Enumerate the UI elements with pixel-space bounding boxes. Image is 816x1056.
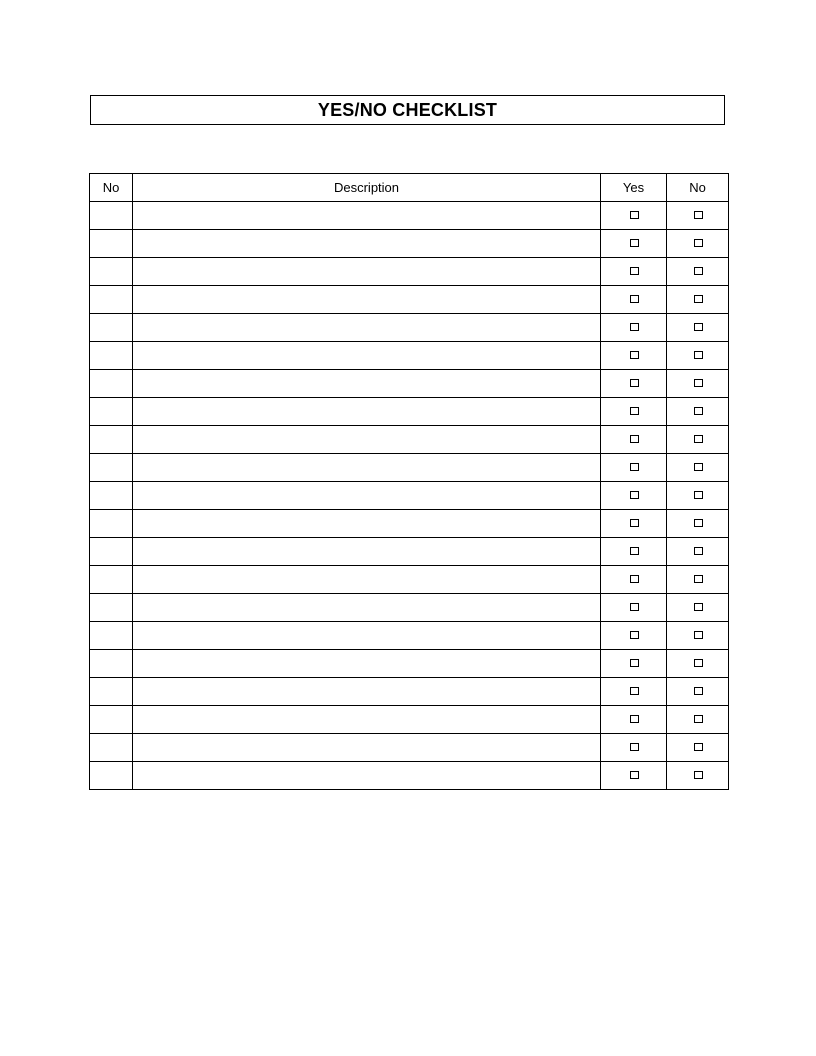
row-yes-cell <box>601 230 667 258</box>
header-yes: Yes <box>601 174 667 202</box>
row-number-cell[interactable] <box>90 566 133 594</box>
no-checkbox-icon[interactable] <box>694 575 703 583</box>
row-yes-cell <box>601 286 667 314</box>
row-yes-cell <box>601 370 667 398</box>
row-description-cell[interactable] <box>133 286 601 314</box>
row-no-cell <box>667 370 729 398</box>
table-row <box>90 622 729 650</box>
no-checkbox-icon[interactable] <box>694 631 703 639</box>
no-checkbox-icon[interactable] <box>694 351 703 359</box>
checklist-table <box>89 173 729 790</box>
row-description-cell[interactable] <box>133 678 601 706</box>
row-no-cell <box>667 510 729 538</box>
row-no-cell <box>667 482 729 510</box>
table-row <box>90 230 729 258</box>
row-no-cell <box>667 566 729 594</box>
row-description-cell[interactable] <box>133 426 601 454</box>
row-description-cell[interactable] <box>133 398 601 426</box>
no-checkbox-icon[interactable] <box>694 771 703 779</box>
title-box <box>90 95 725 125</box>
row-number-cell[interactable] <box>90 370 133 398</box>
row-number-cell[interactable] <box>90 734 133 762</box>
row-number-cell[interactable] <box>90 622 133 650</box>
table-row <box>90 398 729 426</box>
no-checkbox-icon[interactable] <box>694 491 703 499</box>
row-description-cell[interactable] <box>133 622 601 650</box>
row-yes-cell <box>601 594 667 622</box>
row-description-cell[interactable] <box>133 762 601 790</box>
yes-checkbox-icon[interactable] <box>630 351 639 359</box>
row-number-cell[interactable] <box>90 762 133 790</box>
row-description-cell[interactable] <box>133 734 601 762</box>
no-checkbox-icon[interactable] <box>694 295 703 303</box>
row-number-cell[interactable] <box>90 258 133 286</box>
row-number-cell[interactable] <box>90 230 133 258</box>
row-no-cell <box>667 258 729 286</box>
table-row <box>90 482 729 510</box>
row-description-cell[interactable] <box>133 454 601 482</box>
table-row <box>90 566 729 594</box>
row-yes-cell <box>601 566 667 594</box>
yes-checkbox-icon[interactable] <box>630 491 639 499</box>
yes-checkbox-icon[interactable] <box>630 463 639 471</box>
table-row <box>90 762 729 790</box>
row-no-cell <box>667 650 729 678</box>
row-yes-cell <box>601 258 667 286</box>
yes-checkbox-icon[interactable] <box>630 323 639 331</box>
row-yes-cell <box>601 678 667 706</box>
table-row <box>90 454 729 482</box>
row-yes-cell <box>601 454 667 482</box>
row-no-cell <box>667 762 729 790</box>
row-no-cell <box>667 706 729 734</box>
table-row <box>90 650 729 678</box>
header-description: Description <box>133 174 601 202</box>
no-checkbox-icon[interactable] <box>694 379 703 387</box>
row-description-cell[interactable] <box>133 594 601 622</box>
row-number-cell[interactable] <box>90 286 133 314</box>
row-no-cell <box>667 286 729 314</box>
row-no-cell <box>667 342 729 370</box>
row-no-cell <box>667 314 729 342</box>
table-row <box>90 510 729 538</box>
yes-checkbox-icon[interactable] <box>630 659 639 667</box>
row-no-cell <box>667 538 729 566</box>
no-checkbox-icon[interactable] <box>694 323 703 331</box>
row-description-cell[interactable] <box>133 566 601 594</box>
row-number-cell[interactable] <box>90 342 133 370</box>
row-no-cell <box>667 622 729 650</box>
row-no-cell <box>667 454 729 482</box>
row-no-cell <box>667 678 729 706</box>
row-number-cell[interactable] <box>90 398 133 426</box>
table-row <box>90 370 729 398</box>
row-description-cell[interactable] <box>133 202 601 230</box>
row-number-cell[interactable] <box>90 678 133 706</box>
row-number-cell[interactable] <box>90 510 133 538</box>
row-description-cell[interactable] <box>133 706 601 734</box>
row-number-cell[interactable] <box>90 482 133 510</box>
row-yes-cell <box>601 650 667 678</box>
table-row <box>90 538 729 566</box>
row-no-cell <box>667 398 729 426</box>
row-yes-cell <box>601 482 667 510</box>
table-header-row <box>90 174 729 202</box>
no-checkbox-icon[interactable] <box>694 659 703 667</box>
checklist-body <box>90 202 729 790</box>
table-row <box>90 258 729 286</box>
yes-checkbox-icon[interactable] <box>630 211 639 219</box>
yes-checkbox-icon[interactable] <box>630 575 639 583</box>
row-number-cell[interactable] <box>90 202 133 230</box>
yes-checkbox-icon[interactable] <box>630 547 639 555</box>
row-description-cell[interactable] <box>133 482 601 510</box>
row-yes-cell <box>601 510 667 538</box>
yes-checkbox-icon[interactable] <box>630 435 639 443</box>
row-description-cell[interactable] <box>133 258 601 286</box>
row-number-cell[interactable] <box>90 706 133 734</box>
row-yes-cell <box>601 202 667 230</box>
row-description-cell[interactable] <box>133 510 601 538</box>
yes-checkbox-icon[interactable] <box>630 295 639 303</box>
no-checkbox-icon[interactable] <box>694 715 703 723</box>
row-no-cell <box>667 230 729 258</box>
no-checkbox-icon[interactable] <box>694 743 703 751</box>
table-row <box>90 202 729 230</box>
row-description-cell[interactable] <box>133 314 601 342</box>
row-number-cell[interactable] <box>90 454 133 482</box>
row-description-cell[interactable] <box>133 650 601 678</box>
document-title: YES/NO CHECKLIST <box>317 99 498 120</box>
row-yes-cell <box>601 314 667 342</box>
yes-checkbox-icon[interactable] <box>630 603 639 611</box>
yes-checkbox-icon[interactable] <box>630 771 639 779</box>
yes-checkbox-icon[interactable] <box>630 715 639 723</box>
row-yes-cell <box>601 538 667 566</box>
no-checkbox-icon[interactable] <box>694 603 703 611</box>
no-checkbox-icon[interactable] <box>694 267 703 275</box>
yes-checkbox-icon[interactable] <box>630 687 639 695</box>
yes-checkbox-icon[interactable] <box>630 631 639 639</box>
table-row <box>90 342 729 370</box>
row-no-cell <box>667 426 729 454</box>
yes-checkbox-icon[interactable] <box>630 379 639 387</box>
row-description-cell[interactable] <box>133 538 601 566</box>
no-checkbox-icon[interactable] <box>694 435 703 443</box>
row-number-cell[interactable] <box>90 538 133 566</box>
no-checkbox-icon[interactable] <box>694 519 703 527</box>
table-row <box>90 314 729 342</box>
row-no-cell <box>667 202 729 230</box>
row-number-cell[interactable] <box>90 426 133 454</box>
table-row <box>90 286 729 314</box>
row-number-cell[interactable] <box>90 314 133 342</box>
row-description-cell[interactable] <box>133 342 601 370</box>
yes-checkbox-icon[interactable] <box>630 239 639 247</box>
no-checkbox-icon[interactable] <box>694 239 703 247</box>
yes-checkbox-icon[interactable] <box>630 743 639 751</box>
row-yes-cell <box>601 706 667 734</box>
table-row <box>90 734 729 762</box>
yes-checkbox-icon[interactable] <box>630 267 639 275</box>
row-yes-cell <box>601 762 667 790</box>
header-no-answer: No <box>667 174 729 202</box>
table-row <box>90 594 729 622</box>
no-checkbox-icon[interactable] <box>694 547 703 555</box>
yes-checkbox-icon[interactable] <box>630 407 639 415</box>
row-number-cell[interactable] <box>90 594 133 622</box>
no-checkbox-icon[interactable] <box>694 407 703 415</box>
no-checkbox-icon[interactable] <box>694 211 703 219</box>
row-yes-cell <box>601 426 667 454</box>
row-no-cell <box>667 734 729 762</box>
row-description-cell[interactable] <box>133 230 601 258</box>
header-no: No <box>90 174 133 202</box>
no-checkbox-icon[interactable] <box>694 463 703 471</box>
row-number-cell[interactable] <box>90 650 133 678</box>
row-yes-cell <box>601 398 667 426</box>
row-no-cell <box>667 594 729 622</box>
table-row <box>90 706 729 734</box>
row-yes-cell <box>601 342 667 370</box>
row-yes-cell <box>601 734 667 762</box>
table-row <box>90 678 729 706</box>
row-yes-cell <box>601 622 667 650</box>
yes-checkbox-icon[interactable] <box>630 519 639 527</box>
no-checkbox-icon[interactable] <box>694 687 703 695</box>
row-description-cell[interactable] <box>133 370 601 398</box>
table-row <box>90 426 729 454</box>
